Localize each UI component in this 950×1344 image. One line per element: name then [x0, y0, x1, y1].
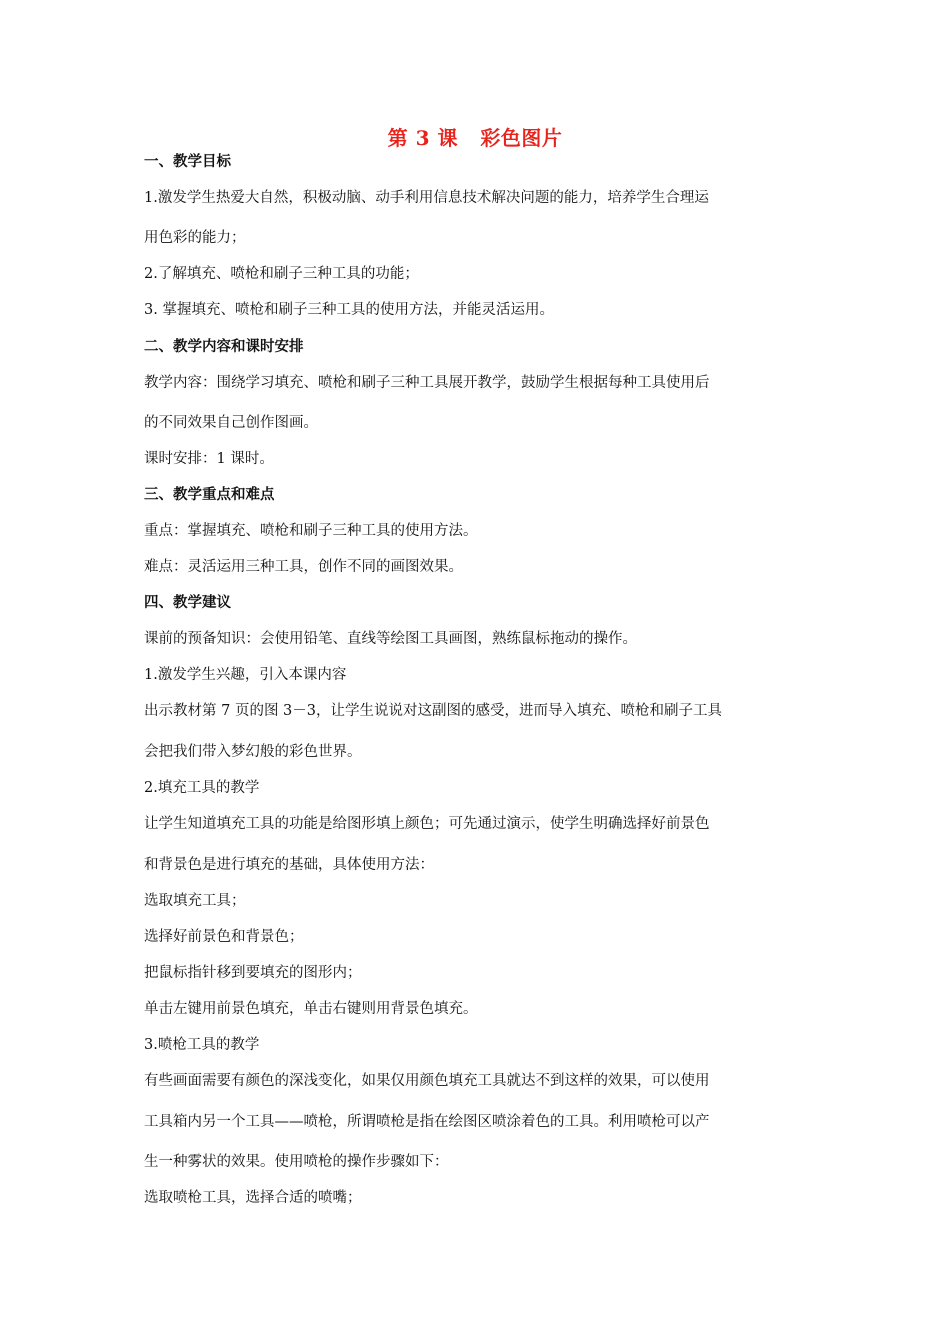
paragraph-line: 会把我们带入梦幻般的彩色世界。 — [144, 744, 362, 760]
paragraph-line: 选择好前景色和背景色； — [144, 929, 304, 945]
paragraph-line: 1.激发学生兴趣，引入本课内容 — [144, 667, 347, 683]
paragraph-line: 工具箱内另一个工具——喷枪，所谓喷枪是指在绘图区喷涂着色的工具。利用喷枪可以产 — [144, 1114, 710, 1130]
paragraph-line: 2.填充工具的教学 — [144, 780, 260, 796]
section-heading-suggestions: 四、教学建议 — [144, 595, 231, 611]
paragraph-line: 有些画面需要有颜色的深浅变化，如果仅用颜色填充工具就达不到这样的效果，可以使用 — [144, 1073, 710, 1089]
section-heading-content-schedule: 二、教学内容和课时安排 — [144, 339, 304, 355]
paragraph-line: 单击左键用前景色填充，单击右键则用背景色填充。 — [144, 1001, 478, 1017]
section-heading-objectives: 一、教学目标 — [144, 154, 231, 170]
paragraph-line: 的不同效果自己创作图画。 — [144, 415, 318, 431]
paragraph-line: 课时安排：1 课时。 — [144, 451, 274, 467]
paragraph-line: 1.激发学生热爱大自然，积极动脑、动手利用信息技术解决问题的能力，培养学生合理运 — [144, 190, 709, 206]
paragraph-line: 选取填充工具； — [144, 893, 246, 909]
paragraph-line: 重点：掌握填充、喷枪和刷子三种工具的使用方法。 — [144, 523, 478, 539]
paragraph-line: 让学生知道填充工具的功能是给图形填上颜色；可先通过演示，使学生明确选择好前景色 — [144, 816, 710, 832]
paragraph-line: 教学内容：围绕学习填充、喷枪和刷子三种工具展开教学，鼓励学生根据每种工具使用后 — [144, 375, 710, 391]
paragraph-line: 和背景色是进行填充的基础，具体使用方法： — [144, 857, 434, 873]
paragraph-line: 用色彩的能力； — [144, 230, 246, 246]
section-heading-key-points: 三、教学重点和难点 — [144, 487, 275, 503]
paragraph-line: 课前的预备知识：会使用铅笔、直线等绘图工具画图，熟练鼠标拖动的操作。 — [144, 631, 637, 647]
paragraph-line: 选取喷枪工具，选择合适的喷嘴； — [144, 1190, 362, 1206]
paragraph-line: 3. 掌握填充、喷枪和刷子三种工具的使用方法，并能灵活运用。 — [144, 302, 554, 318]
paragraph-line: 3.喷枪工具的教学 — [144, 1037, 260, 1053]
paragraph-line: 生一种雾状的效果。使用喷枪的操作步骤如下： — [144, 1154, 449, 1170]
paragraph-line: 难点：灵活运用三种工具，创作不同的画图效果。 — [144, 559, 463, 575]
paragraph-line: 2.了解填充、喷枪和刷子三种工具的功能； — [144, 266, 419, 282]
document-title: 第 3 课 彩色图片 — [387, 126, 563, 150]
paragraph-line: 把鼠标指针移到要填充的图形内； — [144, 965, 362, 981]
paragraph-line: 出示教材第 7 页的图 3－3，让学生说说对这副图的感受，进而导入填充、喷枪和刷子工具 — [144, 703, 722, 719]
